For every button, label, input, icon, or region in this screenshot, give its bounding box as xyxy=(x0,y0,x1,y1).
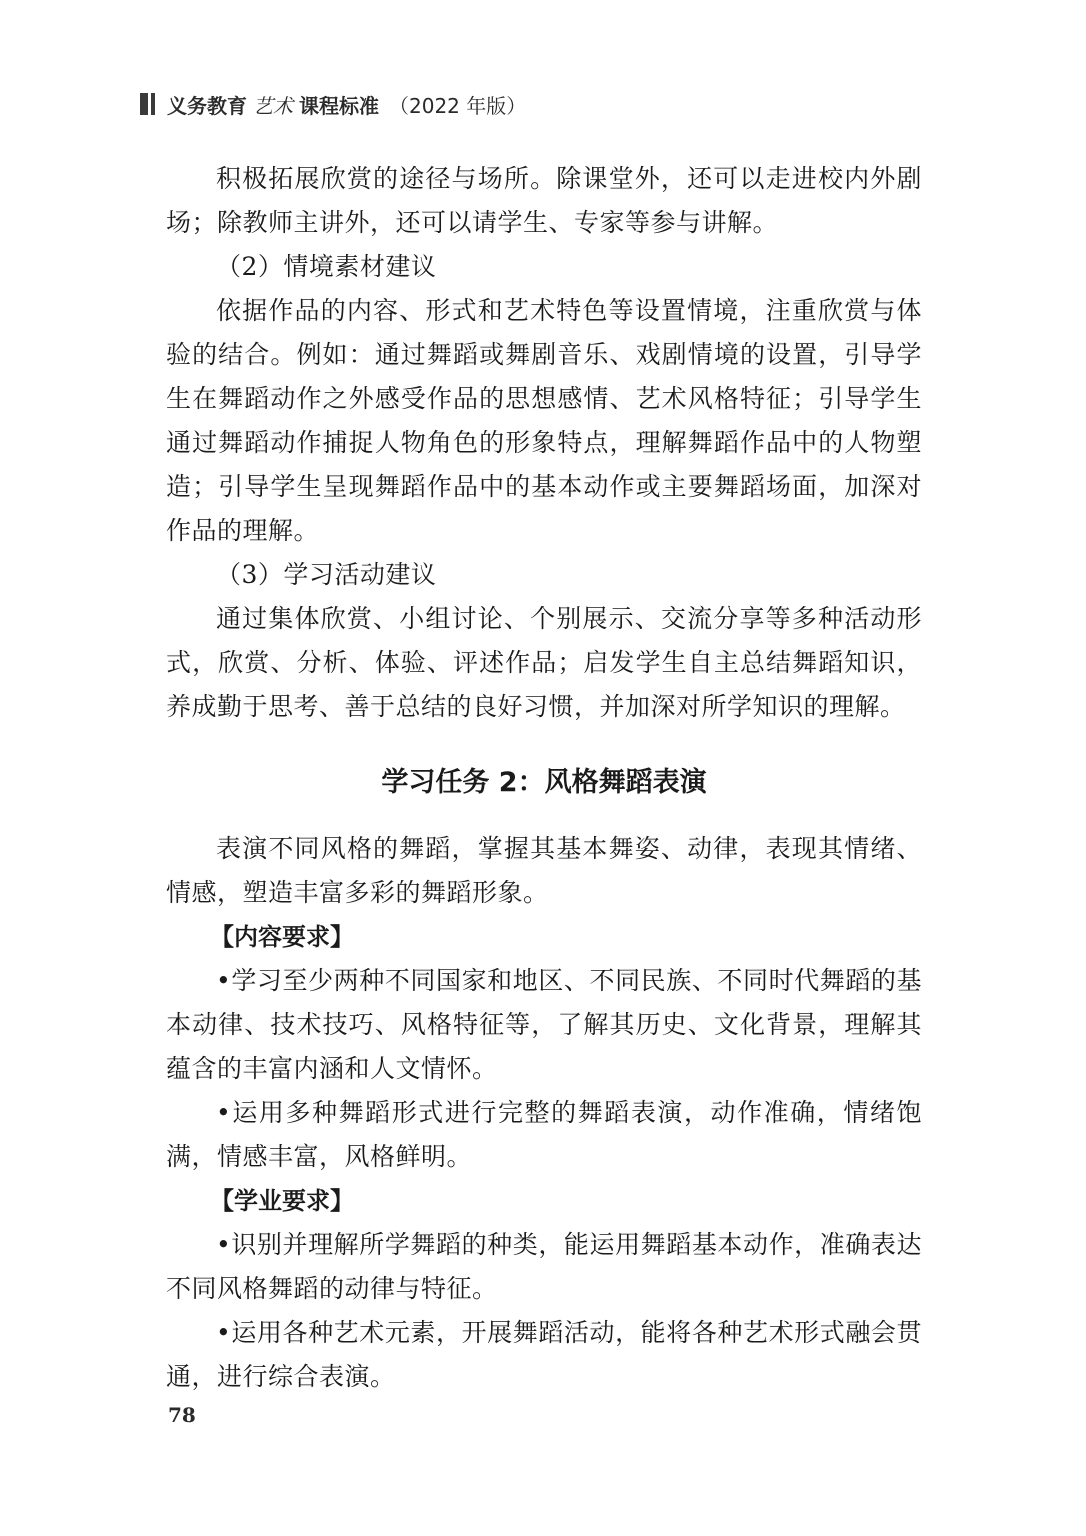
header-bar-thin xyxy=(151,93,155,115)
header-title-italic: 艺术 xyxy=(253,93,293,118)
paragraph-task-intro: 表演不同风格的舞蹈，掌握其基本舞姿、动律，表现其情绪、情感，塑造丰富多彩的舞蹈形象。 xyxy=(166,834,922,907)
subheading-situation-materials: （2）情境素材建议 xyxy=(216,252,437,281)
header-edition: （2022 年版） xyxy=(389,93,527,118)
page-body xyxy=(166,157,922,1399)
paragraph-situation-materials: 依据作品的内容、形式和艺术特色等设置情境，注重欣赏与体验的结合。例如：通过舞蹈或舞剧音乐、戏剧情境的设置，引导学生在舞蹈动作之外感受作品的思想感情、艺术风格特征；引导学生通过舞蹈动作捕捉人物角色的形象特点，理解舞蹈作品中的人物塑造；引导学生呈现舞蹈作品中的基本动作或主要舞蹈场面，加深对作品的理解。 xyxy=(166,296,922,545)
paragraph-appreciation-venues: 积极拓展欣赏的途径与场所。除课堂外，还可以走进校内外剧场；除教师主讲外，还可以请学生、专家等参与讲解。 xyxy=(166,164,922,237)
heading-content-requirements: 【内容要求】 xyxy=(210,923,354,951)
header-title-main: 义务教育 xyxy=(167,93,247,118)
paragraph-learning-activities: 通过集体欣赏、小组讨论、个别展示、交流分享等多种活动形式，欣赏、分析、体验、评述作品；启发学生自主总结舞蹈知识，养成勤于思考、善于总结的良好习惯，并加深对所学知识的理解。 xyxy=(166,604,922,721)
academic-requirement-item: •识别并理解所学舞蹈的种类，能运用舞蹈基本动作，准确表达不同风格舞蹈的动律与特征。 xyxy=(166,1230,922,1303)
heading-academic-requirements: 【学业要求】 xyxy=(210,1187,354,1215)
academic-requirement-item: •运用各种艺术元素，开展舞蹈活动，能将各种艺术形式融会贯通，进行综合表演。 xyxy=(166,1318,922,1391)
header-title-rest: 课程标准 xyxy=(299,93,379,118)
content-requirement-item: •学习至少两种不同国家和地区、不同民族、不同时代舞蹈的基本动律、技术技巧、风格特征等，了解其历史、文化背景，理解其蕴含的丰富内涵和人文情怀。 xyxy=(166,966,922,1083)
content-requirement-item: •运用多种舞蹈形式进行完整的舞蹈表演，动作准确，情绪饱满，情感丰富，风格鲜明。 xyxy=(166,1098,922,1171)
header-bar-mark xyxy=(140,93,155,115)
header-bar-thick xyxy=(140,93,148,115)
subheading-learning-activities: （3）学习活动建议 xyxy=(216,560,437,589)
task-title: 学习任务 2：风格舞蹈表演 xyxy=(381,767,707,798)
running-header xyxy=(140,90,526,118)
page-number: 78 xyxy=(168,1403,196,1427)
header-title xyxy=(167,90,526,119)
